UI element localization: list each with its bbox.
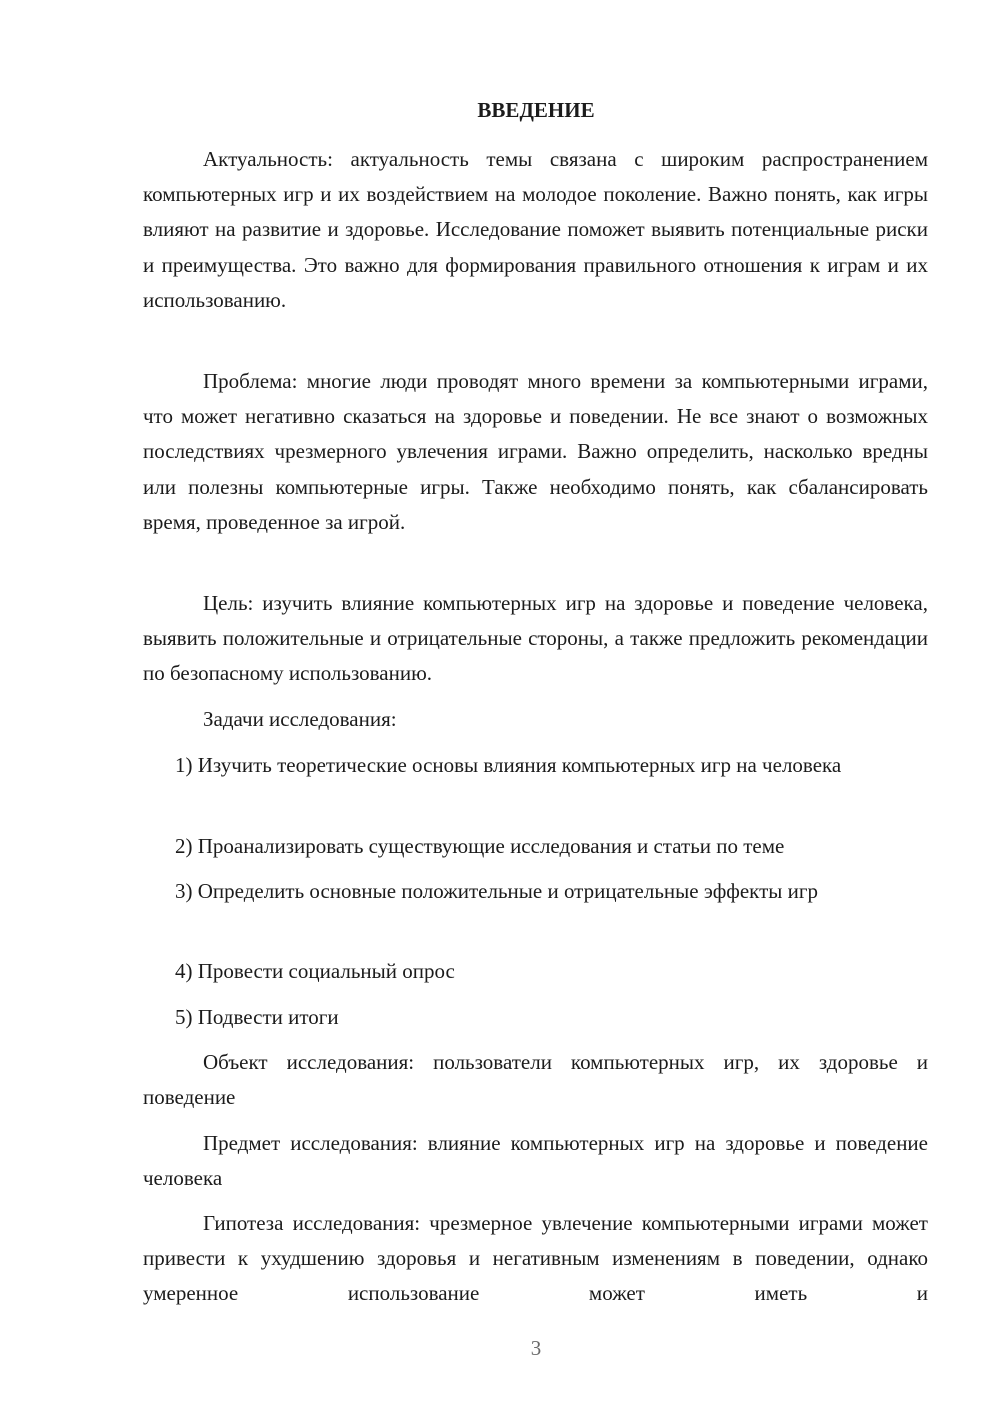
task-item-3: 3) Определить основные положительные и отрицательные эффекты игр xyxy=(175,879,818,903)
goal-paragraph: Цель: изучить влияние компьютерных игр на здоровье и поведение человека, выявить положительные и отрицательные стороны, а также предложить рекомендации по безопасному использованию. xyxy=(143,591,928,686)
tasks-title: Задачи исследования: xyxy=(203,707,397,731)
page-number: 3 xyxy=(530,1336,542,1360)
task-item-1: 1) Изучить теоретические основы влияния компьютерных игр на человека xyxy=(175,753,842,777)
problem-paragraph: Проблема: многие люди проводят много времени за компьютерными играми, что может негативно сказаться на здоровье и поведении. Не все знают о возможных последствиях чрезмерного увлечения играми. Важно определить, насколько вредны или полезны компьютерные игры. Также необходимо понять, как сбалансировать время, проведенное за игрой. xyxy=(143,369,928,534)
subject-paragraph: Предмет исследования: влияние компьютерных игр на здоровье и поведение человека xyxy=(143,1131,928,1191)
hypothesis-paragraph: Гипотеза исследования: чрезмерное увлечение компьютерными играми может привести к ухудшению здоровья и негативным изменениям в поведении, однако умеренное использование может иметь и xyxy=(143,1211,928,1306)
task-item-4: 4) Провести социальный опрос xyxy=(175,959,455,983)
object-paragraph: Объект исследования: пользователи компьютерных игр, их здоровье и поведение xyxy=(143,1050,928,1110)
section-heading: ВВЕДЕНИЕ xyxy=(477,98,595,122)
relevance-paragraph: Актуальность: актуальность темы связана с широким распространением компьютерных игр и их воздействием на молодое поколение. Важно понять, как игры влияют на развитие и здоровье. Исследование поможет выявить потенциальные риски и преимущества. Это важно для формирования правильного отношения к играм и их использованию. xyxy=(143,147,928,312)
task-item-2: 2) Проанализировать существующие исследования и статьи по теме xyxy=(175,834,785,858)
task-item-5: 5) Подвести итоги xyxy=(175,1005,339,1029)
